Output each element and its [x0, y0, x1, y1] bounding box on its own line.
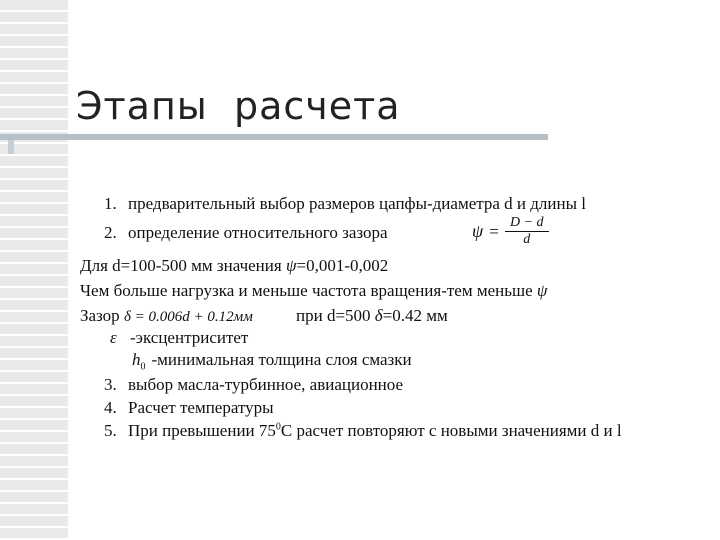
item-number: 2. [104, 223, 117, 242]
item-text: Расчет температуры [128, 398, 274, 417]
slide-title: Этапы расчета [76, 84, 401, 128]
psi-symbol: ψ [285, 256, 297, 275]
text-line [132, 350, 412, 372]
item-text: При превышении 75 [128, 421, 276, 440]
eccentricity-text: -эксцентриситет [130, 328, 249, 347]
item-number: 4. [104, 398, 117, 417]
slide-stripe-decoration [0, 0, 68, 540]
psi-formula [472, 216, 549, 247]
h-subscript: 0 [140, 361, 146, 373]
text-line [80, 256, 388, 276]
epsilon-symbol: ε [110, 328, 117, 347]
list-item [104, 421, 622, 441]
list-item [104, 398, 274, 418]
item-number: 1. [104, 194, 117, 213]
item-number: 3. [104, 375, 117, 394]
formula-equals: = [489, 221, 499, 241]
item-text: предварительный выбор размеров цапфы-диаметра d и длины l [128, 194, 587, 213]
item-text-cont: С расчет повторяют с новыми значениями d и l [280, 421, 622, 440]
psi-symbol: ψ [536, 281, 548, 300]
range-text: Для d=100-500 мм значения [80, 256, 286, 275]
list-item [104, 223, 388, 243]
gap-condition: при d=500 [296, 306, 375, 325]
range-value: =0,001-0,002 [296, 256, 389, 275]
title-divider [0, 134, 548, 140]
formula-psi-symbol: ψ [472, 221, 484, 241]
formula-fraction [505, 216, 549, 247]
text-line [296, 306, 448, 326]
item-number: 5. [104, 421, 117, 440]
degree-superscript: 0 [275, 421, 281, 433]
gap-formula: δ = 0.006d + 0.12мм [123, 309, 253, 325]
list-item [104, 375, 403, 395]
text-line [80, 306, 253, 326]
load-text: Чем больше нагрузка и меньше частота вращения-тем меньше [80, 281, 537, 300]
text-line [110, 328, 248, 348]
gap-value: =0.42 мм [382, 306, 448, 325]
item-text: выбор масла-турбинное, авиационное [128, 375, 404, 394]
h-symbol: h [132, 350, 141, 369]
delta-symbol: δ [374, 306, 383, 325]
text-line [80, 281, 547, 301]
title-divider-tick [8, 140, 14, 154]
item-text: определение относительного зазора [128, 223, 388, 242]
min-thickness-text: -минимальная толщина слоя смазки [151, 350, 412, 369]
formula-numerator: D − d [510, 215, 544, 230]
gap-label: Зазор [80, 306, 124, 325]
list-item [104, 194, 586, 214]
formula-denominator: d [523, 232, 531, 247]
